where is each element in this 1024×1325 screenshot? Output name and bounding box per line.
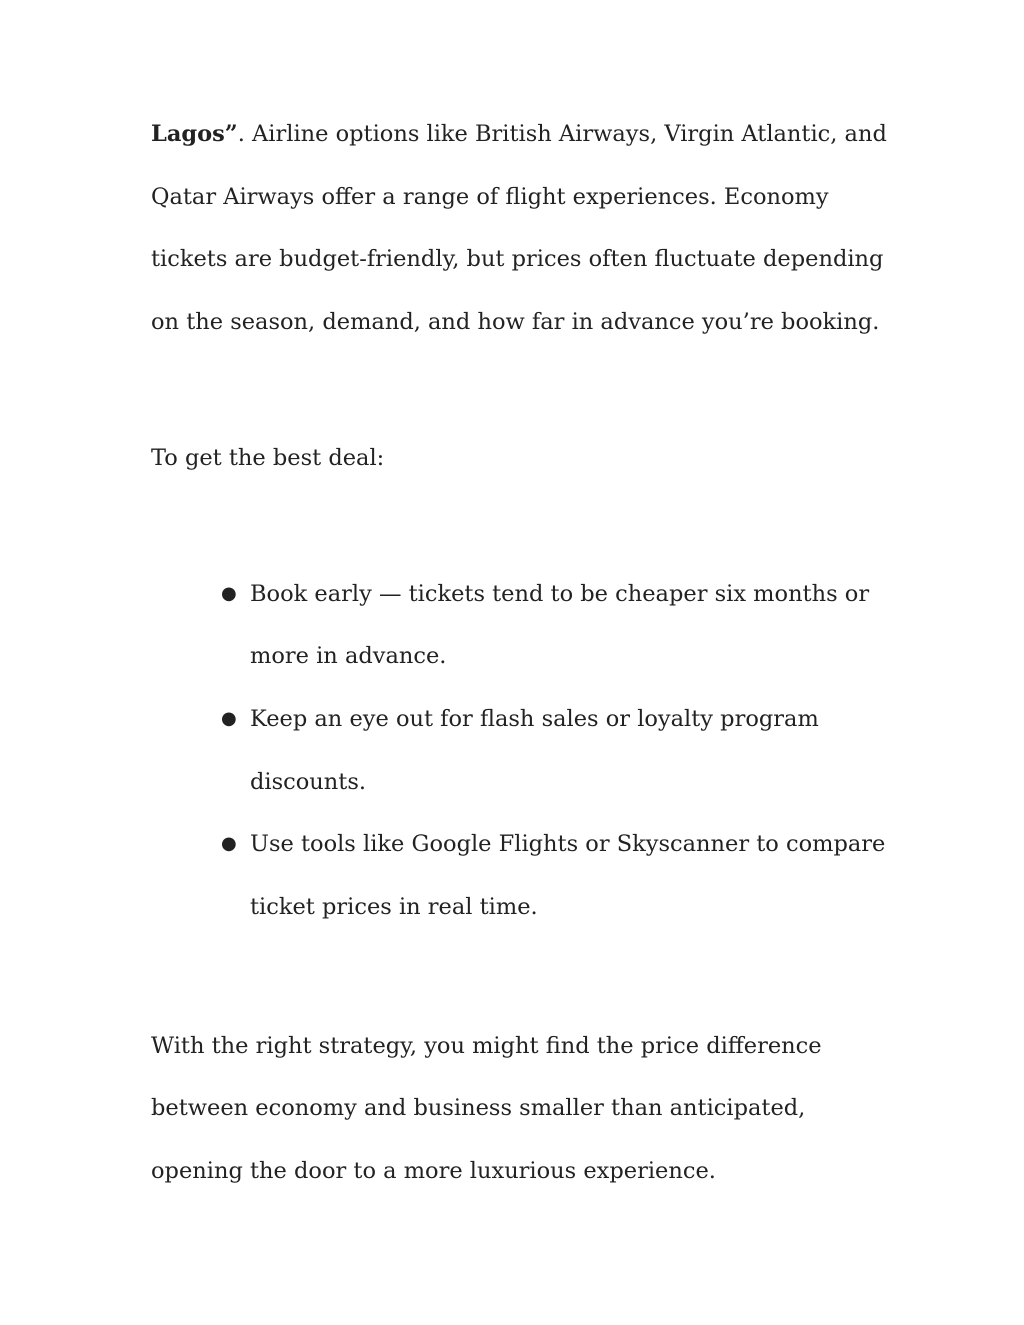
intro-line-text: . Airline options like British Airways, Virgin Atlantic, and — [237, 121, 887, 147]
list-item — [151, 563, 891, 688]
list-item-line: ticket prices in real time. — [250, 894, 538, 921]
intro-bold-lead: Lagos” — [151, 121, 238, 147]
bullet-icon: ● — [221, 582, 237, 604]
bullet-icon: ● — [221, 707, 237, 729]
list-item — [151, 813, 891, 938]
list-item-line: Use tools like Google Flights or Skyscanner to compare — [250, 831, 886, 858]
deal-heading: To get the best deal: — [151, 444, 385, 471]
intro-line: Qatar Airways offer a range of flight experiences. Economy — [151, 183, 829, 210]
closing-line: With the right strategy, you might find the price difference — [151, 1032, 822, 1059]
document-page — [151, 103, 891, 1203]
list-item-line: Keep an eye out for flash sales or loyalty program — [250, 705, 819, 732]
intro-paragraph — [151, 103, 891, 354]
list-item-line: more in advance. — [250, 643, 447, 670]
closing-line: opening the door to a more luxurious experience. — [151, 1158, 716, 1185]
bullet-icon: ● — [221, 833, 237, 855]
list-item — [151, 688, 891, 813]
intro-line — [151, 103, 891, 166]
list-item-line: Book early — tickets tend to be cheaper six months or — [250, 580, 870, 607]
intro-line: tickets are budget-friendly, but prices often fluctuate depending — [151, 246, 884, 273]
closing-line: between economy and business smaller than anticipated, — [151, 1095, 806, 1122]
intro-line: on the season, demand, and how far in advance you’re booking. — [151, 309, 880, 336]
closing-paragraph — [151, 1015, 891, 1203]
tips-list — [151, 563, 891, 939]
list-item-line: discounts. — [250, 768, 367, 795]
